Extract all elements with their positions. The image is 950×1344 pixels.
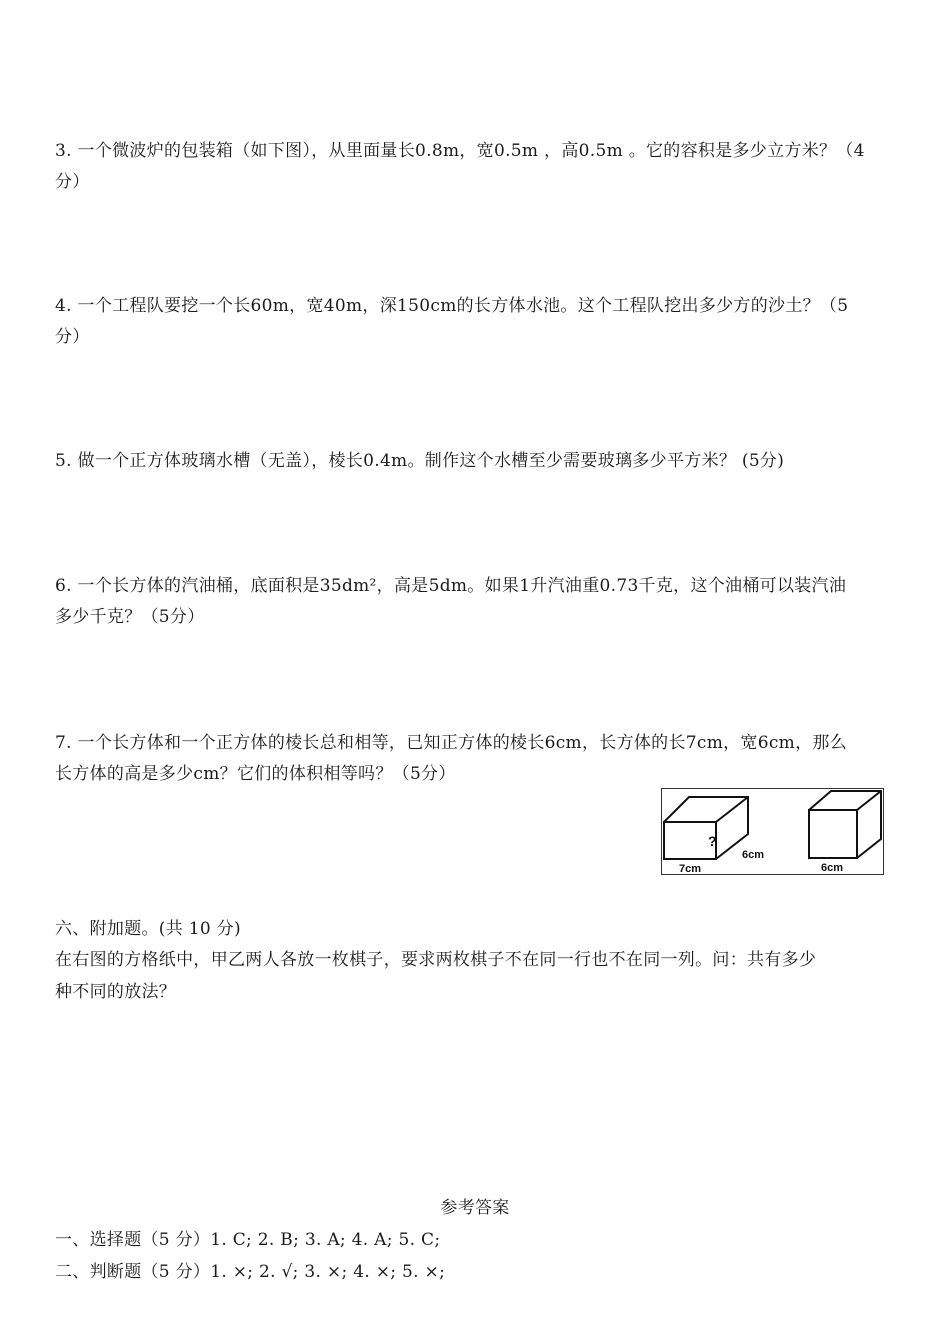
section-6-line-1: 在右图的方格纸中，甲乙两人各放一枚棋子，要求两枚棋子不在同一行也不在同一列。问：共有多少 [55,950,817,970]
cuboid-width-label: 6cm [742,849,765,861]
question-7-line-1: 7. 一个长方体和一个正方体的棱长总和相等，已知正方体的棱长6cm，长方体的长7cm，宽6cm，那么 [55,733,847,753]
cuboid-height-label: ? [708,833,717,849]
answer-key-line-2: 二、判断题（5 分）1. ×; 2. √; 3. ×; 4. ×; 5. ×; [55,1262,446,1282]
cuboid-length-label: 7cm [679,863,702,875]
cuboid-and-cube-figure [661,788,884,875]
figure-frame [662,789,884,875]
section-6-title: 六、附加题。(共 10 分) [55,919,241,939]
question-6-line-1: 6. 一个长方体的汽油桶，底面积是35dm²，高是5dm。如果1升汽油重0.73千克，这个油桶可以装汽油 [55,576,847,596]
question-4-line-1: 4. 一个工程队要挖一个长60m，宽40m，深150cm的长方体水池。这个工程队挖出多少方的沙土？（5 [55,296,849,316]
section-6-line-2: 种不同的放法？ [55,982,177,1002]
question-4-line-2: 分） [55,327,90,347]
question-6-line-2: 多少千克？（5分） [55,607,205,627]
question-3-line-2: 分） [55,172,90,192]
question-3-line-1: 3. 一个微波炉的包装箱（如下图），从里面量长0.8m，宽0.5m ，高0.5m 。它的容积是多少立方米？（4 [55,141,865,161]
cube-edge-label: 6cm [821,862,844,874]
question-7-line-2: 长方体的高是多少cm？它们的体积相等吗？（5分） [55,764,456,784]
answer-key-line-1: 一、选择题（5 分）1. C; 2. B; 3. A; 4. A; 5. C; [55,1230,441,1250]
answer-key-title: 参考答案 [440,1198,510,1218]
question-5-line-1: 5. 做一个正方体玻璃水槽（无盖），棱长0.4m。制作这个水槽至少需要玻璃多少平方米？ (5分) [55,451,785,471]
